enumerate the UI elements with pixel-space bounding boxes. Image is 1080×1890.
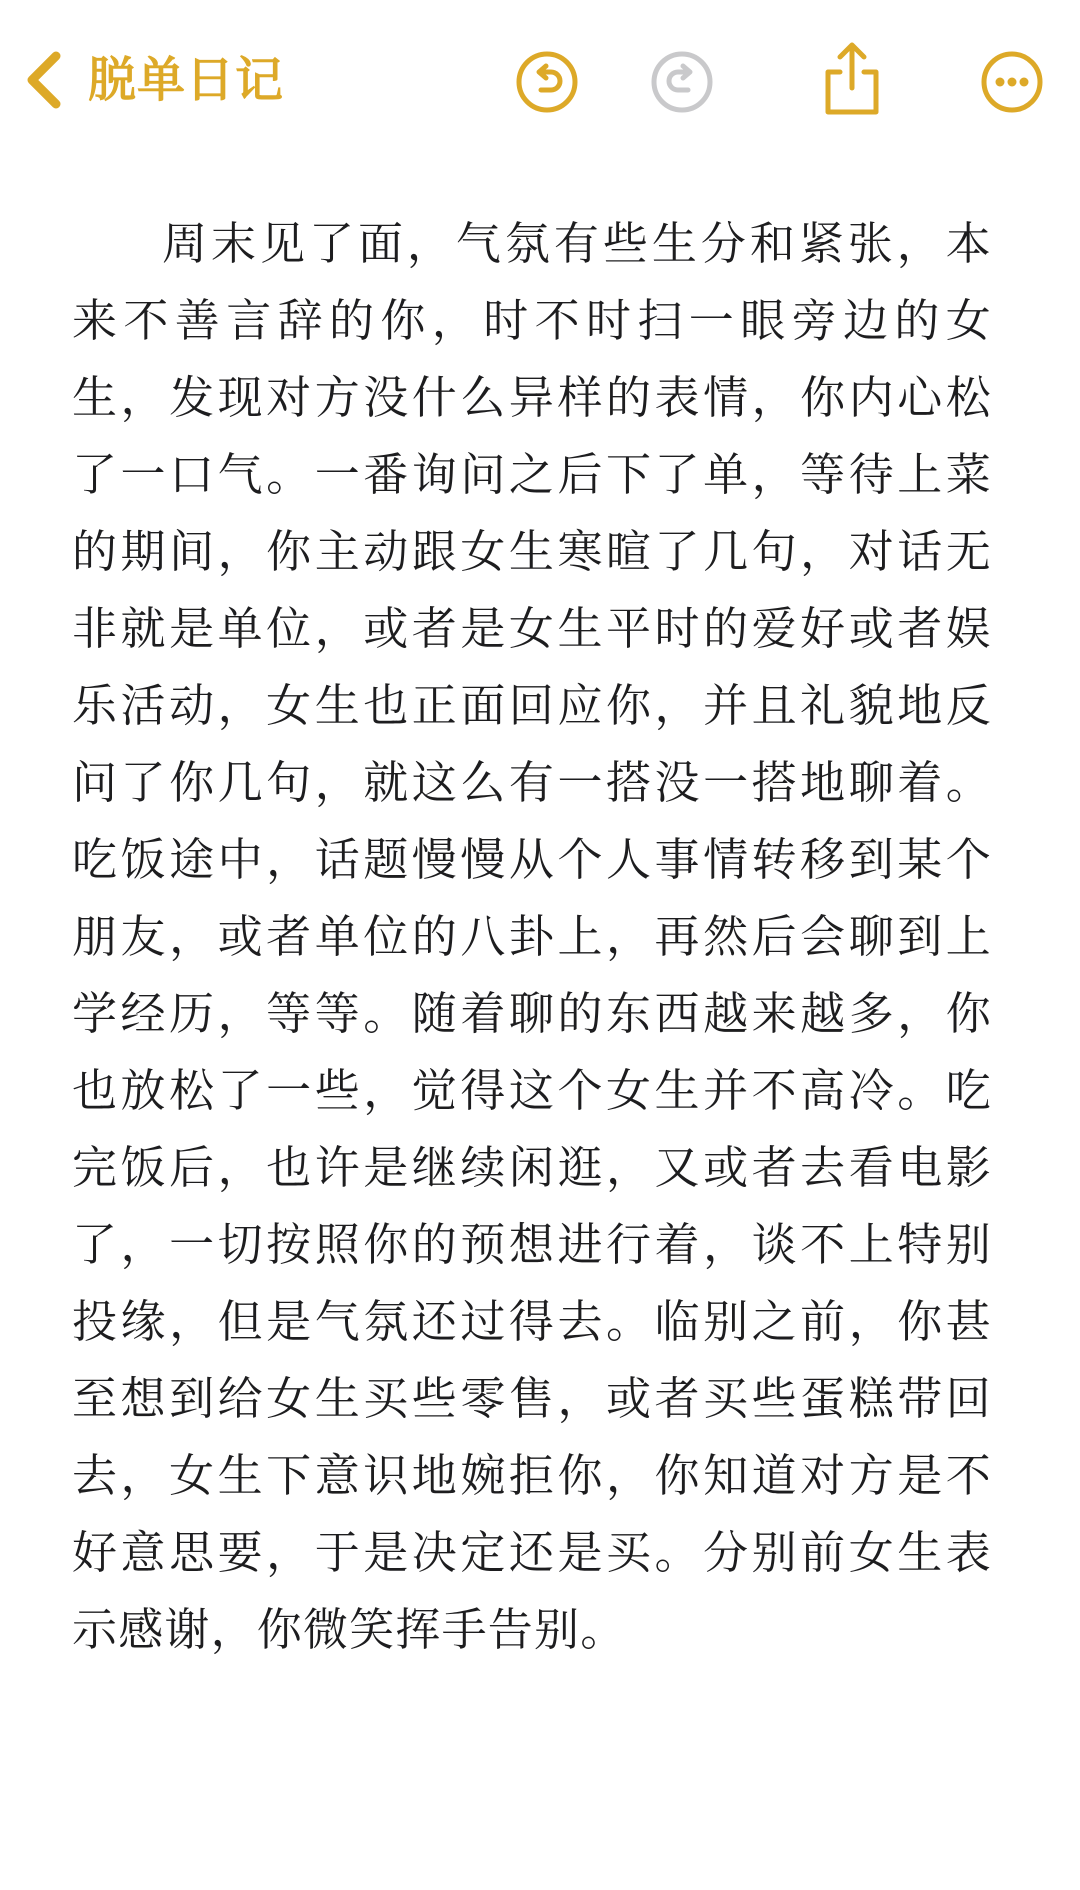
- share-icon[interactable]: [820, 40, 884, 118]
- back-button-label: 脱单日记: [88, 52, 285, 108]
- back-button[interactable]: [22, 44, 284, 116]
- navigation-bar: [0, 0, 1080, 170]
- more-icon[interactable]: [980, 50, 1044, 114]
- chevron-left-icon: [22, 48, 66, 112]
- redo-icon[interactable]: [650, 50, 714, 114]
- note-body-text[interactable]: 周末见了面，气氛有些生分和紧张，本来不善言辞的你，时不时扫一眼旁边的女生，发现对方没什么异样的表情，你内心松了一口气。一番询问之后下了单，等待上菜的期间，你主动跟女生寒暄了几句，对话无非就是单位，或者是女生平时的爱好或者娱乐活动，女生也正面回应你，并且礼貌地反问了你几句，就这么有一搭没一搭地聊着。吃饭途中，话题慢慢从个人事情转移到某个朋友，或者单位的八卦上，再然后会聊到上学经历，等等。随着聊的东西越来越多，你也放松了一些，觉得这个女生并不高冷。吃完饭后，也许是继续闲逛，又或者去看电影了，一切按照你的预想进行着，谈不上特别投缘，但是气氛还过得去。临别之前，你甚至想到给女生买些零售，或者买些蛋糕带回去，女生下意识地婉拒你，你知道对方是不好意思要，于是决定还是买。分别前女生表示感谢，你微笑挥手告别。: [72, 217, 992, 1656]
- undo-icon[interactable]: [515, 50, 579, 114]
